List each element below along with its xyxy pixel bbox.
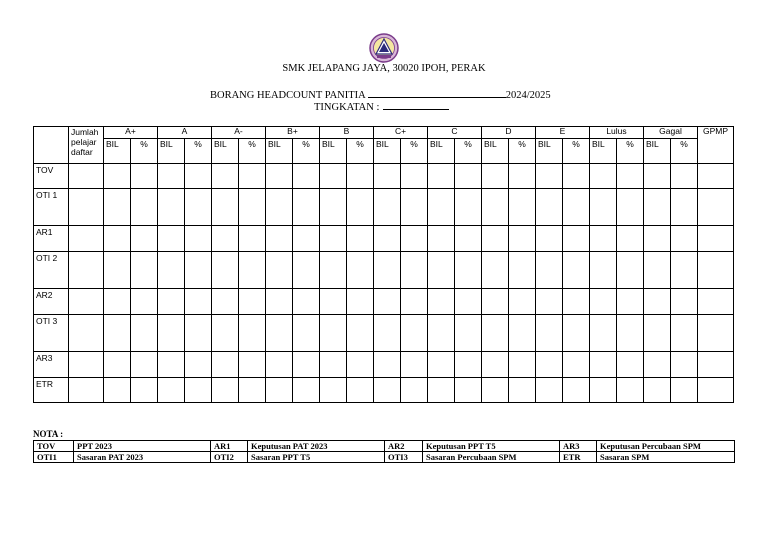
entry-cell[interactable] bbox=[698, 164, 734, 189]
table-row bbox=[34, 189, 734, 226]
entry-cell[interactable] bbox=[185, 189, 212, 226]
entry-cell[interactable] bbox=[482, 226, 509, 252]
entry-cell[interactable] bbox=[293, 189, 320, 226]
nota-code: OTI1 bbox=[34, 452, 74, 463]
entry-cell[interactable] bbox=[590, 189, 617, 226]
nota-description: Sasaran PPT T5 bbox=[248, 452, 385, 463]
entry-cell[interactable] bbox=[563, 189, 590, 226]
entry-cell[interactable] bbox=[131, 289, 158, 315]
nota-description: Sasaran Percubaan SPM bbox=[423, 452, 560, 463]
entry-cell[interactable] bbox=[509, 226, 536, 252]
entry-cell[interactable] bbox=[131, 352, 158, 378]
entry-cell[interactable] bbox=[131, 164, 158, 189]
entry-cell[interactable] bbox=[158, 289, 185, 315]
entry-cell[interactable] bbox=[239, 315, 266, 352]
entry-cell[interactable] bbox=[698, 252, 734, 289]
entry-cell[interactable] bbox=[212, 252, 239, 289]
entry-cell[interactable] bbox=[185, 315, 212, 352]
entry-cell[interactable] bbox=[428, 164, 455, 189]
entry-cell[interactable] bbox=[131, 252, 158, 289]
entry-cell[interactable] bbox=[536, 226, 563, 252]
entry-cell[interactable] bbox=[482, 289, 509, 315]
school-name: SMK JELAPANG JAYA, 30020 IPOH, PERAK bbox=[282, 63, 486, 74]
entry-cell[interactable] bbox=[131, 189, 158, 226]
entry-cell[interactable] bbox=[185, 378, 212, 403]
entry-cell[interactable] bbox=[455, 289, 482, 315]
table-row bbox=[34, 378, 734, 403]
percent-subheader: % bbox=[239, 139, 266, 164]
entry-cell[interactable] bbox=[536, 164, 563, 189]
entry-cell[interactable] bbox=[69, 189, 104, 226]
entry-cell[interactable] bbox=[428, 226, 455, 252]
entry-cell[interactable] bbox=[698, 226, 734, 252]
entry-cell[interactable] bbox=[509, 164, 536, 189]
entry-cell[interactable] bbox=[563, 289, 590, 315]
bil-subheader: BIL bbox=[644, 139, 671, 164]
entry-cell[interactable] bbox=[590, 226, 617, 252]
entry-cell[interactable] bbox=[563, 378, 590, 403]
table-row bbox=[34, 226, 734, 252]
grade-header: C bbox=[428, 127, 482, 139]
entry-cell[interactable] bbox=[563, 315, 590, 352]
entry-cell[interactable] bbox=[428, 378, 455, 403]
entry-cell[interactable] bbox=[671, 164, 698, 189]
entry-cell[interactable] bbox=[69, 289, 104, 315]
form-title-prefix: BORANG HEADCOUNT PANITIA bbox=[210, 90, 366, 101]
nota-code: TOV bbox=[34, 441, 74, 452]
grade-header: C+ bbox=[374, 127, 428, 139]
tingkatan-blank-line bbox=[383, 100, 449, 110]
entry-cell[interactable] bbox=[509, 352, 536, 378]
row-label: AR3 bbox=[34, 352, 69, 378]
percent-subheader: % bbox=[131, 139, 158, 164]
entry-cell[interactable] bbox=[347, 226, 374, 252]
nota-code: AR2 bbox=[385, 441, 423, 452]
entry-cell[interactable] bbox=[320, 378, 347, 403]
row-label: ETR bbox=[34, 378, 69, 403]
entry-cell[interactable] bbox=[131, 378, 158, 403]
entry-cell[interactable] bbox=[104, 289, 131, 315]
nota-label: NOTA : bbox=[33, 429, 64, 439]
entry-cell[interactable] bbox=[158, 164, 185, 189]
entry-cell[interactable] bbox=[104, 189, 131, 226]
entry-cell[interactable] bbox=[428, 315, 455, 352]
entry-cell[interactable] bbox=[536, 352, 563, 378]
nota-description: PPT 2023 bbox=[74, 441, 211, 452]
nota-description: Keputusan Percubaan SPM bbox=[597, 441, 735, 452]
entry-cell[interactable] bbox=[185, 352, 212, 378]
nota-code: AR1 bbox=[211, 441, 248, 452]
entry-cell[interactable] bbox=[374, 189, 401, 226]
entry-cell[interactable] bbox=[320, 189, 347, 226]
entry-cell[interactable] bbox=[69, 252, 104, 289]
entry-cell[interactable] bbox=[185, 289, 212, 315]
entry-cell[interactable] bbox=[158, 189, 185, 226]
entry-cell[interactable] bbox=[239, 226, 266, 252]
percent-subheader: % bbox=[293, 139, 320, 164]
entry-cell[interactable] bbox=[266, 189, 293, 226]
entry-cell[interactable] bbox=[347, 164, 374, 189]
entry-cell[interactable] bbox=[212, 226, 239, 252]
entry-cell[interactable] bbox=[482, 164, 509, 189]
entry-cell[interactable] bbox=[617, 352, 644, 378]
entry-cell[interactable] bbox=[347, 352, 374, 378]
entry-cell[interactable] bbox=[509, 252, 536, 289]
grade-header: A+ bbox=[104, 127, 158, 139]
entry-cell[interactable] bbox=[104, 315, 131, 352]
entry-cell[interactable] bbox=[401, 164, 428, 189]
entry-cell[interactable] bbox=[536, 378, 563, 403]
entry-cell[interactable] bbox=[69, 352, 104, 378]
entry-cell[interactable] bbox=[617, 315, 644, 352]
nota-description: Sasaran SPM bbox=[597, 452, 735, 463]
nota-description: Sasaran PAT 2023 bbox=[74, 452, 211, 463]
bil-subheader: BIL bbox=[590, 139, 617, 164]
entry-cell[interactable] bbox=[69, 315, 104, 352]
nota-table bbox=[33, 440, 735, 463]
nota-row bbox=[34, 441, 735, 452]
entry-cell[interactable] bbox=[671, 189, 698, 226]
entry-cell[interactable] bbox=[320, 352, 347, 378]
percent-subheader: % bbox=[671, 139, 698, 164]
entry-cell[interactable] bbox=[69, 226, 104, 252]
entry-cell[interactable] bbox=[455, 378, 482, 403]
entry-cell[interactable] bbox=[401, 378, 428, 403]
jumlah-pelajar-header: Jumlah pelajar daftar bbox=[69, 127, 104, 164]
entry-cell[interactable] bbox=[509, 189, 536, 226]
entry-cell[interactable] bbox=[104, 352, 131, 378]
entry-cell[interactable] bbox=[320, 226, 347, 252]
entry-cell[interactable] bbox=[482, 378, 509, 403]
entry-cell[interactable] bbox=[347, 289, 374, 315]
entry-cell[interactable] bbox=[374, 352, 401, 378]
entry-cell[interactable] bbox=[536, 289, 563, 315]
percent-subheader: % bbox=[617, 139, 644, 164]
bil-subheader: BIL bbox=[266, 139, 293, 164]
percent-subheader: % bbox=[185, 139, 212, 164]
entry-cell[interactable] bbox=[617, 289, 644, 315]
entry-cell[interactable] bbox=[482, 315, 509, 352]
entry-cell[interactable] bbox=[212, 189, 239, 226]
entry-cell[interactable] bbox=[131, 315, 158, 352]
entry-cell[interactable] bbox=[212, 315, 239, 352]
entry-cell[interactable] bbox=[158, 378, 185, 403]
entry-cell[interactable] bbox=[482, 352, 509, 378]
entry-cell[interactable] bbox=[698, 289, 734, 315]
entry-cell[interactable] bbox=[617, 252, 644, 289]
entry-cell[interactable] bbox=[698, 352, 734, 378]
entry-cell[interactable] bbox=[104, 164, 131, 189]
entry-cell[interactable] bbox=[401, 315, 428, 352]
entry-cell[interactable] bbox=[617, 164, 644, 189]
entry-cell[interactable] bbox=[185, 252, 212, 289]
entry-cell[interactable] bbox=[671, 315, 698, 352]
nota-row bbox=[34, 452, 735, 463]
entry-cell[interactable] bbox=[455, 252, 482, 289]
bil-subheader: BIL bbox=[428, 139, 455, 164]
tingkatan-label: TINGKATAN : bbox=[314, 102, 380, 113]
entry-cell[interactable] bbox=[266, 289, 293, 315]
entry-cell[interactable] bbox=[293, 352, 320, 378]
entry-cell[interactable] bbox=[698, 315, 734, 352]
entry-cell[interactable] bbox=[428, 289, 455, 315]
entry-cell[interactable] bbox=[185, 226, 212, 252]
entry-cell[interactable] bbox=[617, 226, 644, 252]
entry-cell[interactable] bbox=[590, 252, 617, 289]
grade-header: B+ bbox=[266, 127, 320, 139]
nota-description: Keputusan PPT T5 bbox=[423, 441, 560, 452]
entry-cell[interactable] bbox=[401, 352, 428, 378]
entry-cell[interactable] bbox=[590, 289, 617, 315]
entry-cell[interactable] bbox=[401, 252, 428, 289]
entry-cell[interactable] bbox=[671, 352, 698, 378]
entry-cell[interactable] bbox=[563, 164, 590, 189]
entry-cell[interactable] bbox=[644, 252, 671, 289]
bil-subheader: BIL bbox=[158, 139, 185, 164]
entry-cell[interactable] bbox=[563, 226, 590, 252]
school-crest-logo bbox=[369, 33, 399, 63]
entry-cell[interactable] bbox=[590, 352, 617, 378]
entry-cell[interactable] bbox=[698, 378, 734, 403]
headcount-table bbox=[33, 126, 734, 403]
entry-cell[interactable] bbox=[509, 315, 536, 352]
entry-cell[interactable] bbox=[644, 189, 671, 226]
nota-code: ETR bbox=[560, 452, 597, 463]
entry-cell[interactable] bbox=[536, 315, 563, 352]
entry-cell[interactable] bbox=[158, 226, 185, 252]
nota-code: AR3 bbox=[560, 441, 597, 452]
nota-code: OTI2 bbox=[211, 452, 248, 463]
entry-cell[interactable] bbox=[320, 164, 347, 189]
percent-subheader: % bbox=[563, 139, 590, 164]
bil-subheader: BIL bbox=[536, 139, 563, 164]
entry-cell[interactable] bbox=[347, 378, 374, 403]
row-label: AR2 bbox=[34, 289, 69, 315]
entry-cell[interactable] bbox=[347, 315, 374, 352]
entry-cell[interactable] bbox=[266, 352, 293, 378]
entry-cell[interactable] bbox=[266, 252, 293, 289]
entry-cell[interactable] bbox=[347, 189, 374, 226]
entry-cell[interactable] bbox=[347, 252, 374, 289]
entry-cell[interactable] bbox=[617, 378, 644, 403]
entry-cell[interactable] bbox=[374, 378, 401, 403]
grade-header: E bbox=[536, 127, 590, 139]
entry-cell[interactable] bbox=[293, 164, 320, 189]
entry-cell[interactable] bbox=[266, 226, 293, 252]
entry-cell[interactable] bbox=[239, 164, 266, 189]
entry-cell[interactable] bbox=[131, 226, 158, 252]
entry-cell[interactable] bbox=[293, 315, 320, 352]
entry-cell[interactable] bbox=[104, 252, 131, 289]
entry-cell[interactable] bbox=[428, 252, 455, 289]
entry-cell[interactable] bbox=[644, 378, 671, 403]
entry-cell[interactable] bbox=[212, 378, 239, 403]
entry-cell[interactable] bbox=[563, 352, 590, 378]
entry-cell[interactable] bbox=[104, 226, 131, 252]
entry-cell[interactable] bbox=[590, 378, 617, 403]
percent-subheader: % bbox=[347, 139, 374, 164]
bil-subheader: BIL bbox=[320, 139, 347, 164]
entry-cell[interactable] bbox=[266, 378, 293, 403]
entry-cell[interactable] bbox=[293, 252, 320, 289]
entry-cell[interactable] bbox=[266, 164, 293, 189]
entry-cell[interactable] bbox=[320, 315, 347, 352]
percent-subheader: % bbox=[401, 139, 428, 164]
entry-cell[interactable] bbox=[212, 164, 239, 189]
entry-cell[interactable] bbox=[617, 189, 644, 226]
entry-cell[interactable] bbox=[158, 315, 185, 352]
entry-cell[interactable] bbox=[590, 164, 617, 189]
entry-cell[interactable] bbox=[212, 352, 239, 378]
entry-cell[interactable] bbox=[536, 189, 563, 226]
entry-cell[interactable] bbox=[455, 226, 482, 252]
percent-subheader: % bbox=[509, 139, 536, 164]
table-row bbox=[34, 289, 734, 315]
bil-subheader: BIL bbox=[482, 139, 509, 164]
tingkatan-line bbox=[314, 100, 449, 113]
entry-cell[interactable] bbox=[644, 289, 671, 315]
entry-cell[interactable] bbox=[536, 252, 563, 289]
entry-cell[interactable] bbox=[320, 289, 347, 315]
entry-cell[interactable] bbox=[374, 252, 401, 289]
entry-cell[interactable] bbox=[644, 164, 671, 189]
bil-subheader: BIL bbox=[374, 139, 401, 164]
entry-cell[interactable] bbox=[590, 315, 617, 352]
grade-header: Lulus bbox=[590, 127, 644, 139]
entry-cell[interactable] bbox=[239, 352, 266, 378]
entry-cell[interactable] bbox=[671, 378, 698, 403]
entry-cell[interactable] bbox=[509, 378, 536, 403]
percent-subheader: % bbox=[455, 139, 482, 164]
entry-cell[interactable] bbox=[428, 352, 455, 378]
entry-cell[interactable] bbox=[239, 252, 266, 289]
form-year: 2024/2025 bbox=[505, 90, 551, 101]
entry-cell[interactable] bbox=[698, 189, 734, 226]
entry-cell[interactable] bbox=[266, 315, 293, 352]
entry-cell[interactable] bbox=[212, 289, 239, 315]
entry-cell[interactable] bbox=[401, 289, 428, 315]
entry-cell[interactable] bbox=[374, 315, 401, 352]
row-label: TOV bbox=[34, 164, 69, 189]
entry-cell[interactable] bbox=[671, 252, 698, 289]
grade-header: Gagal bbox=[644, 127, 698, 139]
row-label: OTI 3 bbox=[34, 315, 69, 352]
table-row bbox=[34, 315, 734, 352]
entry-cell[interactable] bbox=[185, 164, 212, 189]
entry-cell[interactable] bbox=[482, 252, 509, 289]
row-label: OTI 2 bbox=[34, 252, 69, 289]
entry-cell[interactable] bbox=[563, 252, 590, 289]
entry-cell[interactable] bbox=[69, 164, 104, 189]
nota-code: OTI3 bbox=[385, 452, 423, 463]
bil-subheader: BIL bbox=[212, 139, 239, 164]
table-row bbox=[34, 164, 734, 189]
entry-cell[interactable] bbox=[644, 315, 671, 352]
entry-cell[interactable] bbox=[509, 289, 536, 315]
bil-subheader: BIL bbox=[104, 139, 131, 164]
entry-cell[interactable] bbox=[239, 289, 266, 315]
table-row bbox=[34, 252, 734, 289]
row-label: OTI 1 bbox=[34, 189, 69, 226]
entry-cell[interactable] bbox=[158, 252, 185, 289]
grade-header: D bbox=[482, 127, 536, 139]
entry-cell[interactable] bbox=[455, 189, 482, 226]
entry-cell[interactable] bbox=[104, 378, 131, 403]
entry-cell[interactable] bbox=[374, 164, 401, 189]
row-label: AR1 bbox=[34, 226, 69, 252]
entry-cell[interactable] bbox=[671, 226, 698, 252]
panitia-blank-line bbox=[368, 88, 506, 98]
entry-cell[interactable] bbox=[455, 352, 482, 378]
nota-description: Keputusan PAT 2023 bbox=[248, 441, 385, 452]
entry-cell[interactable] bbox=[374, 226, 401, 252]
entry-cell[interactable] bbox=[320, 252, 347, 289]
entry-cell[interactable] bbox=[293, 289, 320, 315]
grade-header: A bbox=[158, 127, 212, 139]
entry-cell[interactable] bbox=[158, 352, 185, 378]
table-row bbox=[34, 352, 734, 378]
gpmp-header: GPMP bbox=[698, 127, 734, 164]
entry-cell[interactable] bbox=[374, 289, 401, 315]
entry-cell[interactable] bbox=[401, 189, 428, 226]
entry-cell[interactable] bbox=[69, 378, 104, 403]
entry-cell[interactable] bbox=[671, 289, 698, 315]
entry-cell[interactable] bbox=[455, 164, 482, 189]
grade-header: B bbox=[320, 127, 374, 139]
entry-cell[interactable] bbox=[482, 189, 509, 226]
entry-cell[interactable] bbox=[428, 189, 455, 226]
entry-cell[interactable] bbox=[644, 226, 671, 252]
entry-cell[interactable] bbox=[644, 352, 671, 378]
entry-cell[interactable] bbox=[239, 189, 266, 226]
entry-cell[interactable] bbox=[455, 315, 482, 352]
grade-header: A- bbox=[212, 127, 266, 139]
entry-cell[interactable] bbox=[293, 226, 320, 252]
corner-cell bbox=[34, 127, 69, 164]
entry-cell[interactable] bbox=[401, 226, 428, 252]
entry-cell[interactable] bbox=[293, 378, 320, 403]
entry-cell[interactable] bbox=[239, 378, 266, 403]
